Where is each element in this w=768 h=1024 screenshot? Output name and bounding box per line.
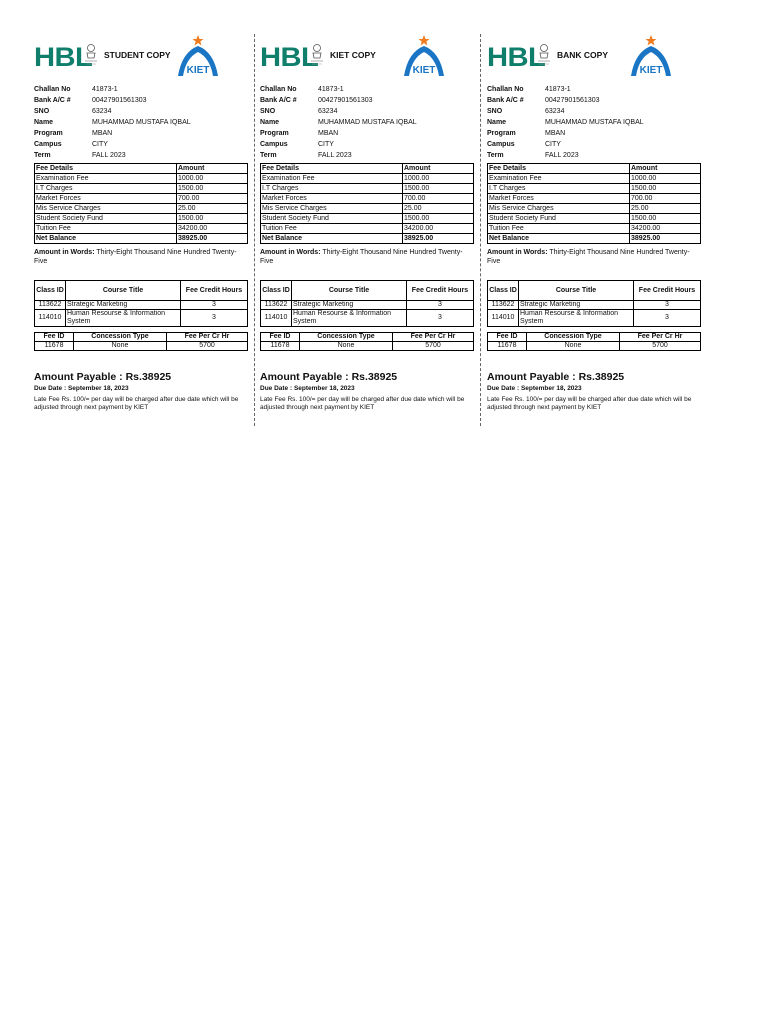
- info-key: Name: [487, 119, 507, 126]
- copy-type-label: KIET COPY: [330, 50, 376, 60]
- fee-amount: Amount: [630, 164, 701, 174]
- info-value: 41873-1: [545, 86, 571, 93]
- concession-row: [488, 342, 701, 351]
- info-key: Program: [260, 130, 289, 137]
- copy-type-label: BANK COPY: [557, 50, 609, 60]
- hbl-logo: HBL: [34, 42, 93, 72]
- course-class-id: 114010: [488, 310, 519, 327]
- amount-in-words: Amount in Words: Thirty-Eight Thousand Nine Hundred Twenty-Five: [34, 249, 237, 265]
- info-row: [34, 106, 248, 117]
- fee-row: [35, 224, 248, 234]
- info-key: Term: [34, 152, 51, 159]
- challan-copy: [260, 34, 474, 412]
- concession-header: Fee ID: [488, 333, 527, 342]
- fee-amount: 1000.00: [177, 174, 248, 184]
- course-table: [260, 280, 474, 327]
- fee-row: [488, 174, 701, 184]
- copy-header: [487, 34, 701, 82]
- course-row: [35, 301, 248, 310]
- course-title: Strategic Marketing: [292, 301, 407, 310]
- hbl-logo: HBL: [487, 42, 546, 72]
- course-row: [35, 310, 248, 327]
- concession-header: Concession Type: [74, 333, 167, 342]
- fee-amount: 1500.00: [403, 184, 474, 194]
- fee-row: [488, 204, 701, 214]
- fee-label: Tuition Fee: [261, 224, 403, 234]
- copy-header: [34, 34, 248, 82]
- due-date: Due Date : September 18, 2023: [260, 385, 355, 392]
- cut-line: [254, 34, 255, 426]
- info-value: 41873-1: [92, 86, 118, 93]
- fee-label: Student Society Fund: [261, 214, 403, 224]
- fee-label: Tuition Fee: [35, 224, 177, 234]
- fee-label: Net Balance: [261, 234, 403, 244]
- fee-amount: 34200.00: [630, 224, 701, 234]
- info-key: SNO: [260, 108, 276, 115]
- fee-row: [261, 174, 474, 184]
- concession-fee-id: 11678: [35, 342, 74, 351]
- course-title: Strategic Marketing: [66, 301, 181, 310]
- info-value: FALL 2023: [545, 152, 579, 159]
- info-row: [260, 117, 474, 128]
- info-key: Challan No: [260, 86, 297, 93]
- concession-type: None: [74, 342, 167, 351]
- info-value: CITY: [545, 141, 561, 148]
- course-header: Course Title: [66, 281, 181, 301]
- concession-fee-id: 11678: [488, 342, 527, 351]
- info-row: [487, 139, 701, 150]
- info-value: MBAN: [318, 130, 339, 137]
- emblem-icon: [84, 42, 98, 70]
- concession-header-row: [488, 333, 701, 342]
- late-fee-note: Late Fee Rs. 100/= per day will be charged after due date which will be adjusted through next payment by KIET: [34, 396, 239, 411]
- info-key: Term: [487, 152, 504, 159]
- course-row: [261, 301, 474, 310]
- info-key: Name: [34, 119, 54, 126]
- fee-label: Fee Details: [35, 164, 177, 174]
- info-key: Program: [34, 130, 63, 137]
- fee-amount: Amount: [177, 164, 248, 174]
- info-key: Campus: [260, 141, 288, 148]
- course-row: [488, 301, 701, 310]
- course-header-row: [261, 281, 474, 301]
- info-row: [487, 128, 701, 139]
- course-credit-hours: 3: [407, 301, 474, 310]
- fee-row: [488, 164, 701, 174]
- fee-label: Mis Service Charges: [488, 204, 630, 214]
- fee-row: [35, 184, 248, 194]
- late-fee-note: Late Fee Rs. 100/= per day will be charged after due date which will be adjusted through next payment by KIET: [260, 396, 465, 411]
- course-class-id: 114010: [261, 310, 292, 327]
- copy-type-label: STUDENT COPY: [104, 50, 171, 60]
- concession-row: [35, 342, 248, 351]
- fee-amount: 1500.00: [630, 184, 701, 194]
- info-value: MUHAMMAD MUSTAFA IQBAL: [545, 119, 644, 126]
- course-class-id: 114010: [35, 310, 66, 327]
- concession-fee-id: 11678: [261, 342, 300, 351]
- info-value: 63234: [92, 108, 112, 115]
- info-row: [487, 106, 701, 117]
- fee-row: [35, 214, 248, 224]
- fee-label: Market Forces: [35, 194, 177, 204]
- fee-row: [261, 234, 474, 244]
- kiet-logo: [627, 34, 675, 80]
- fee-row: [488, 214, 701, 224]
- fee-label: Student Society Fund: [35, 214, 177, 224]
- due-date: Due Date : September 18, 2023: [34, 385, 129, 392]
- info-value: CITY: [318, 141, 334, 148]
- info-row: [260, 128, 474, 139]
- student-info: [34, 84, 248, 161]
- course-class-id: 113622: [261, 301, 292, 310]
- course-row: [488, 310, 701, 327]
- info-row: [260, 139, 474, 150]
- info-key: Bank A/C #: [260, 97, 297, 104]
- fee-label: Examination Fee: [488, 174, 630, 184]
- info-row: [260, 84, 474, 95]
- fee-amount: 1000.00: [403, 174, 474, 184]
- fee-amount: 25.00: [630, 204, 701, 214]
- fee-label: I.T Charges: [488, 184, 630, 194]
- fee-label: Fee Details: [261, 164, 403, 174]
- kiet-logo: [174, 34, 222, 80]
- info-key: Name: [260, 119, 280, 126]
- course-header: Class ID: [261, 281, 292, 301]
- fee-label: Examination Fee: [261, 174, 403, 184]
- fee-label: Mis Service Charges: [261, 204, 403, 214]
- fee-label: Market Forces: [488, 194, 630, 204]
- fee-row: [35, 194, 248, 204]
- course-credit-hours: 3: [407, 310, 474, 327]
- fee-amount: 700.00: [630, 194, 701, 204]
- late-fee-note: Late Fee Rs. 100/= per day will be charged after due date which will be adjusted through next payment by KIET: [487, 396, 692, 411]
- cut-line: [480, 34, 481, 426]
- info-value: 41873-1: [318, 86, 344, 93]
- amount-payable: Amount Payable : Rs.38925: [34, 371, 172, 383]
- course-class-id: 113622: [35, 301, 66, 310]
- info-key: Program: [487, 130, 516, 137]
- info-key: Challan No: [487, 86, 524, 93]
- info-value: MUHAMMAD MUSTAFA IQBAL: [318, 119, 417, 126]
- info-key: Bank A/C #: [34, 97, 71, 104]
- concession-row: [261, 342, 474, 351]
- fee-row: [261, 194, 474, 204]
- info-key: Campus: [487, 141, 515, 148]
- fee-amount: 1500.00: [177, 184, 248, 194]
- info-row: [34, 150, 248, 161]
- course-credit-hours: 3: [181, 301, 248, 310]
- fee-label: Fee Details: [488, 164, 630, 174]
- info-row: [487, 95, 701, 106]
- info-value: 00427901561303: [545, 97, 600, 104]
- info-row: [34, 117, 248, 128]
- fee-row: [35, 234, 248, 244]
- due-date: Due Date : September 18, 2023: [487, 385, 582, 392]
- concession-type: None: [300, 342, 393, 351]
- course-header: Class ID: [488, 281, 519, 301]
- info-row: [487, 117, 701, 128]
- concession-table: [260, 332, 474, 351]
- kiet-wordmark: KIET: [412, 65, 436, 76]
- info-value: CITY: [92, 141, 108, 148]
- course-title: Strategic Marketing: [519, 301, 634, 310]
- course-credit-hours: 3: [181, 310, 248, 327]
- fee-row: [488, 234, 701, 244]
- info-row: [260, 95, 474, 106]
- course-header: Class ID: [35, 281, 66, 301]
- concession-header: Concession Type: [527, 333, 620, 342]
- info-value: MUHAMMAD MUSTAFA IQBAL: [92, 119, 191, 126]
- course-header: Fee Credit Hours: [181, 281, 248, 301]
- challan-copy: [34, 34, 248, 412]
- info-value: 63234: [545, 108, 565, 115]
- fee-amount: 38925.00: [177, 234, 248, 244]
- info-key: Campus: [34, 141, 62, 148]
- course-row: [261, 310, 474, 327]
- amount-payable: Amount Payable : Rs.38925: [487, 371, 625, 383]
- course-credit-hours: 3: [634, 301, 701, 310]
- fee-amount: Amount: [403, 164, 474, 174]
- concession-table: [34, 332, 248, 351]
- concession-header-row: [261, 333, 474, 342]
- info-key: SNO: [34, 108, 50, 115]
- course-header-row: [488, 281, 701, 301]
- fee-amount: 1500.00: [630, 214, 701, 224]
- emblem-icon: [537, 42, 551, 70]
- student-info: [260, 84, 474, 161]
- challan-copy: [487, 34, 701, 412]
- fee-row: [488, 194, 701, 204]
- fee-amount: 1000.00: [630, 174, 701, 184]
- fee-details-table: [260, 163, 474, 244]
- concession-header: Fee ID: [35, 333, 74, 342]
- amount-in-words: Amount in Words: Thirty-Eight Thousand Nine Hundred Twenty-Five: [487, 249, 690, 265]
- course-header: Fee Credit Hours: [407, 281, 474, 301]
- fee-amount: 25.00: [403, 204, 474, 214]
- fee-amount: 34200.00: [403, 224, 474, 234]
- concession-rate: 5700: [620, 342, 701, 351]
- kiet-wordmark: KIET: [639, 65, 663, 76]
- course-title: Human Resourse & Information System: [66, 310, 181, 327]
- fee-label: Tuition Fee: [488, 224, 630, 234]
- info-row: [34, 84, 248, 95]
- course-table: [487, 280, 701, 327]
- fee-amount: 700.00: [177, 194, 248, 204]
- course-class-id: 113622: [488, 301, 519, 310]
- fee-row: [261, 164, 474, 174]
- fee-amount: 700.00: [403, 194, 474, 204]
- fee-row: [35, 204, 248, 214]
- fee-label: Examination Fee: [35, 174, 177, 184]
- fee-details-table: [34, 163, 248, 244]
- concession-rate: 5700: [393, 342, 474, 351]
- fee-amount: 38925.00: [403, 234, 474, 244]
- course-header: Fee Credit Hours: [634, 281, 701, 301]
- amount-in-words: Amount in Words: Thirty-Eight Thousand Nine Hundred Twenty-Five: [260, 249, 463, 265]
- concession-header: Concession Type: [300, 333, 393, 342]
- fee-label: Market Forces: [261, 194, 403, 204]
- fee-row: [488, 224, 701, 234]
- info-value: MBAN: [545, 130, 566, 137]
- info-value: FALL 2023: [318, 152, 352, 159]
- concession-header: Fee Per Cr Hr: [620, 333, 701, 342]
- course-table: [34, 280, 248, 327]
- fee-label: Net Balance: [488, 234, 630, 244]
- info-row: [34, 128, 248, 139]
- info-key: SNO: [487, 108, 503, 115]
- fee-amount: 1500.00: [403, 214, 474, 224]
- copy-header: [260, 34, 474, 82]
- info-row: [487, 84, 701, 95]
- concession-table: [487, 332, 701, 351]
- info-value: MBAN: [92, 130, 113, 137]
- fee-row: [35, 174, 248, 184]
- fee-label: Student Society Fund: [488, 214, 630, 224]
- info-key: Bank A/C #: [487, 97, 524, 104]
- info-row: [487, 150, 701, 161]
- concession-type: None: [527, 342, 620, 351]
- fee-amount: 38925.00: [630, 234, 701, 244]
- fee-label: I.T Charges: [261, 184, 403, 194]
- concession-header: Fee Per Cr Hr: [167, 333, 248, 342]
- concession-rate: 5700: [167, 342, 248, 351]
- info-row: [34, 139, 248, 150]
- hbl-logo: HBL: [260, 42, 319, 72]
- info-row: [260, 106, 474, 117]
- kiet-wordmark: KIET: [186, 65, 210, 76]
- info-value: 00427901561303: [92, 97, 147, 104]
- fee-label: Mis Service Charges: [35, 204, 177, 214]
- course-header: Course Title: [519, 281, 634, 301]
- course-header-row: [35, 281, 248, 301]
- fee-row: [488, 184, 701, 194]
- info-key: Challan No: [34, 86, 71, 93]
- info-key: Term: [260, 152, 277, 159]
- fee-details-table: [487, 163, 701, 244]
- fee-amount: 1500.00: [177, 214, 248, 224]
- concession-header: Fee Per Cr Hr: [393, 333, 474, 342]
- info-row: [260, 150, 474, 161]
- emblem-icon: [310, 42, 324, 70]
- info-value: 63234: [318, 108, 338, 115]
- course-header: Course Title: [292, 281, 407, 301]
- fee-amount: 25.00: [177, 204, 248, 214]
- info-row: [34, 95, 248, 106]
- fee-row: [261, 214, 474, 224]
- fee-row: [35, 164, 248, 174]
- concession-header-row: [35, 333, 248, 342]
- concession-header: Fee ID: [261, 333, 300, 342]
- fee-label: Net Balance: [35, 234, 177, 244]
- fee-row: [261, 184, 474, 194]
- course-title: Human Resourse & Information System: [292, 310, 407, 327]
- student-info: [487, 84, 701, 161]
- fee-row: [261, 204, 474, 214]
- fee-amount: 34200.00: [177, 224, 248, 234]
- kiet-logo: [400, 34, 448, 80]
- fee-label: I.T Charges: [35, 184, 177, 194]
- info-value: 00427901561303: [318, 97, 373, 104]
- fee-row: [261, 224, 474, 234]
- amount-payable: Amount Payable : Rs.38925: [260, 371, 398, 383]
- course-credit-hours: 3: [634, 310, 701, 327]
- course-title: Human Resourse & Information System: [519, 310, 634, 327]
- info-value: FALL 2023: [92, 152, 126, 159]
